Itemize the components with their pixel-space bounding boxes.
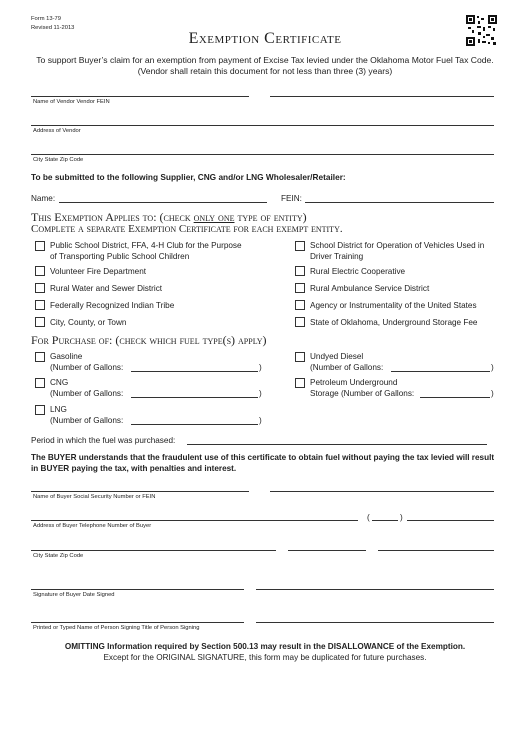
checkbox-fire-department[interactable] [35,266,45,276]
lng-gallons-label: (Number of Gallons: [50,416,124,425]
checkbox-petroleum-storage[interactable] [295,378,305,388]
checkbox-indian-tribe[interactable] [35,300,45,310]
buyer-signature-field[interactable] [31,589,244,590]
buyer-warning: The BUYER understands that the fraudulent use of this certificate to obtain fuel without paying the tax levied will result in BUYER paying the tax, with penalties and interest. [31,453,495,473]
vendor-address-label: Address of Vendor [33,128,81,134]
printed-name-field[interactable] [31,622,244,623]
option-city-county: City, County, or Town [50,318,127,327]
gasoline-gallons-field[interactable] [131,371,258,372]
exemption-subheading: Complete a separate Exemption Certificate for each exempt entity. [31,223,343,235]
checkbox-state-storage[interactable] [295,317,305,327]
buyer-address-field[interactable] [31,520,358,521]
lng-gallons-close: ) [259,416,262,425]
buyer-date-signed-field[interactable] [256,589,494,590]
buyer-ssn-label: Name of Buyer Social Security Number or FEIN [33,494,156,500]
option-indian-tribe: Federally Recognized Indian Tribe [50,301,175,310]
petroleum-gallons-field[interactable] [420,397,490,398]
buyer-fein-field[interactable] [270,491,494,492]
phone-number-field[interactable] [407,520,494,521]
phone-paren-open: ( [367,513,370,522]
checkbox-federal-agency[interactable] [295,300,305,310]
page-title: Exemption Certificate [188,30,342,47]
phone-paren-close: ) [400,513,403,522]
buyer-name-field[interactable] [31,491,249,492]
buyer-state-field[interactable] [288,550,366,551]
option-fire-department: Volunteer Fire Department [50,267,147,276]
intro-text: To support Buyer’s claim for an exemption from payment of Excise Tax levied under the Oklahoma Motor Fuel Tax Code. [36,55,494,65]
signer-title-field[interactable] [256,622,494,623]
diesel-gallons-label: (Number of Gallons: [310,363,384,372]
qr-code-icon [466,15,497,46]
vendor-name-field[interactable] [31,96,249,97]
printed-name-label: Printed or Typed Name of Person Signing Title of Person Signing [33,625,200,631]
gasoline-gallons-close: ) [259,363,262,372]
checkbox-electric-coop[interactable] [295,266,305,276]
phone-area-code-field[interactable] [372,520,398,521]
lng-gallons-field[interactable] [131,424,258,425]
option-state-storage: State of Oklahoma, Underground Storage Fee [310,318,478,327]
option-lng: LNG [50,405,67,414]
option-undyed-diesel: Undyed Diesel [310,352,364,361]
buyer-city-label: City State Zip Code [33,553,84,559]
option-electric-coop: Rural Electric Cooperative [310,267,406,276]
vendor-name-label: Name of Vendor Vendor FEIN [33,99,110,105]
checkbox-lng[interactable] [35,405,45,415]
option-petroleum-storage: Petroleum Underground [310,378,398,387]
period-label: Period in which the fuel was purchased: [31,436,176,445]
supplier-fein-field[interactable] [305,202,494,203]
checkbox-gasoline[interactable] [35,352,45,362]
fuel-heading: For Purchase of: (check which fuel type(s) apply) [31,333,267,347]
option-ambulance: Rural Ambulance Service District [310,284,430,293]
supplier-name-field[interactable] [59,202,267,203]
supplier-fein-label: FEIN: [281,194,302,203]
buyer-city-field[interactable] [31,550,276,551]
cng-gallons-label: (Number of Gallons: [50,389,124,398]
checkbox-ambulance[interactable] [295,283,305,293]
duplication-note: Except for the ORIGINAL SIGNATURE, this form may be duplicated for future purchases. [103,653,427,662]
buyer-zip-field[interactable] [378,550,494,551]
option-cng: CNG [50,378,69,387]
option-public-school: Public School District, FFA, 4-H Club for the Purpose of Transporting Public School Children [50,241,242,261]
checkbox-driver-training[interactable] [295,241,305,251]
vendor-city-label: City State Zip Code [33,157,84,163]
option-water-sewer: Rural Water and Sewer District [50,284,163,293]
supplier-name-label: Name: [31,194,56,203]
option-driver-training: School District for Operation of Vehicles Used in Driver Training [310,241,485,261]
vendor-address-field[interactable] [31,125,494,126]
gasoline-gallons-label: (Number of Gallons: [50,363,124,372]
period-field[interactable] [187,444,487,445]
buyer-address-label: Address of Buyer Telephone Number of Buyer [33,523,152,529]
option-gasoline: Gasoline [50,352,83,361]
option-federal-agency: Agency or Instrumentality of the United States [310,301,477,310]
buyer-signature-label: Signature of Buyer Date Signed [33,592,115,598]
petroleum-gallons-label: Storage (Number of Gallons: [310,389,415,398]
vendor-fein-field[interactable] [270,96,494,97]
revision-date: Revised 11-2013 [31,25,75,31]
checkbox-city-county[interactable] [35,317,45,327]
exemption-heading: This Exemption Applies to: (check only one type of entity) [31,210,307,224]
supplier-heading: To be submitted to the following Supplier, CNG and/or LNG Wholesaler/Retailer: [31,172,346,182]
checkbox-water-sewer[interactable] [35,283,45,293]
omission-warning: OMITTING Information required by Section 500.13 may result in the DISALLOWANCE of the Exemption. [64,642,466,651]
vendor-city-field[interactable] [31,154,494,155]
cng-gallons-close: ) [259,389,262,398]
diesel-gallons-close: ) [491,363,494,372]
retention-note: (Vendor shall retain this document for not less than three (3) years) [137,66,393,76]
diesel-gallons-field[interactable] [391,371,490,372]
petroleum-gallons-close: ) [491,389,494,398]
cng-gallons-field[interactable] [131,397,258,398]
checkbox-public-school[interactable] [35,241,45,251]
checkbox-cng[interactable] [35,378,45,388]
checkbox-undyed-diesel[interactable] [295,352,305,362]
form-number: Form 13-79 [31,16,61,22]
